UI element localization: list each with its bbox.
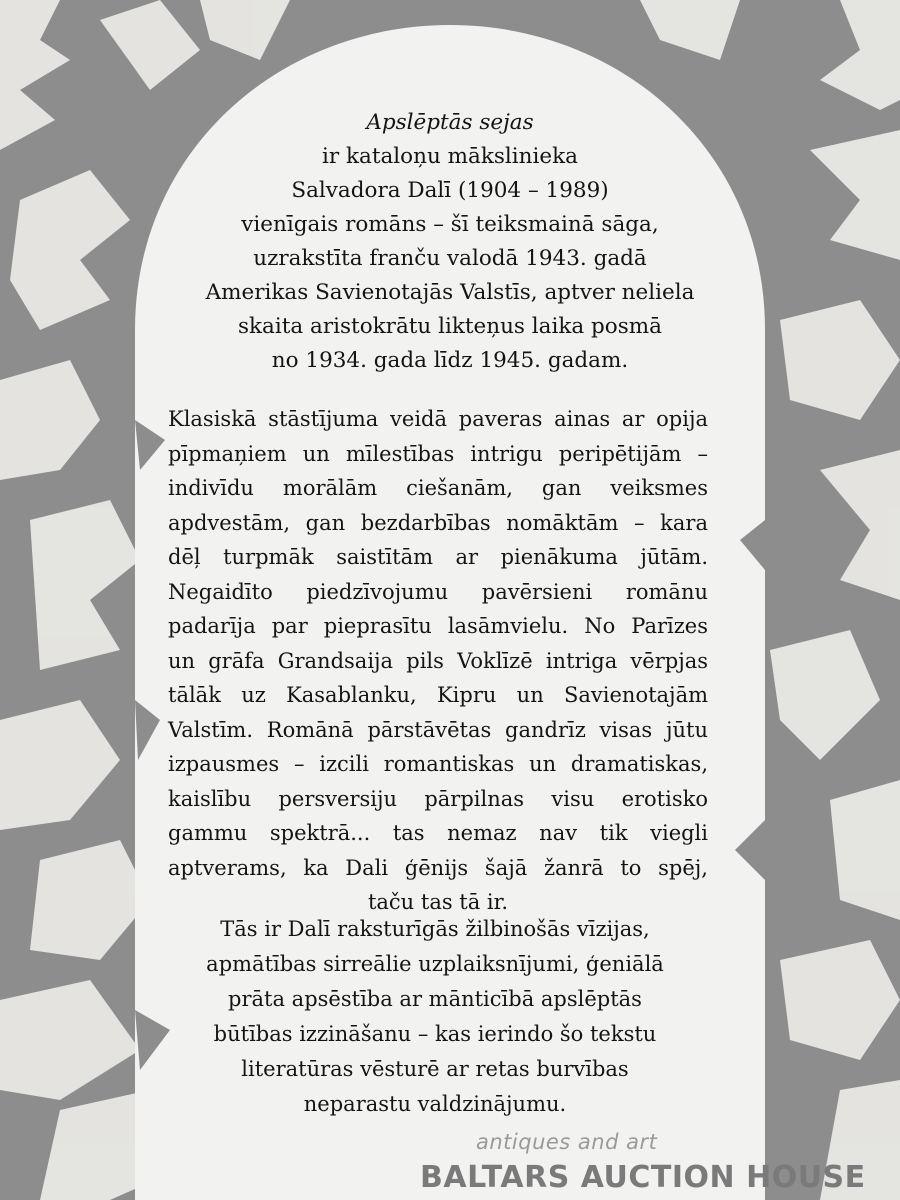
paragraph-line: pīpmaņiem un mīlestības intrigu peripētijām – [168, 441, 708, 466]
watermark-subtitle: antiques and art [476, 1130, 658, 1154]
auction-house-watermark [420, 1130, 866, 1200]
book-title: Apslēptās sejas [366, 110, 534, 135]
intro-line: skaita aristokrātu likteņus laika posmā [238, 314, 662, 339]
paragraph-line: apmātības sirreālie uzplaiksnījumi, ģeniālā [206, 952, 664, 976]
paragraph-line: izpausmes – izcili romantiskas un dramatiskas, [168, 752, 708, 776]
intro-line: Amerikas Savienotajās Valstīs, aptver neliela [205, 280, 695, 305]
intro-line: Salvadora Dalī (1904 – 1989) [291, 178, 609, 203]
paragraph-line: gammu spektrā... tas nemaz nav tik viegli [168, 821, 708, 845]
intro-line: vienīgais romāns – šī teiksmainā sāga, [241, 212, 659, 237]
paragraph-line: literatūras vēsturē ar retas burvības [241, 1057, 629, 1081]
paragraph-line: taču tas tā ir. [367, 890, 509, 914]
paragraph-line: padarīja par pieprasītu lasāmvielu. No Parīzes [168, 614, 708, 638]
intro-paragraph [150, 106, 750, 378]
paragraph-line: Negaidīto piedzīvojumu pavērsieni romānu [168, 579, 708, 604]
intro-line: uzrakstīta franču valodā 1943. gadā [253, 246, 647, 271]
paragraph-line: apdvestām, gan bezdarbības nomāktām – kara [168, 510, 708, 535]
paragraph-line: Tās ir Dalī raksturīgās žilbinošās vīzijas, [220, 917, 650, 941]
paragraph-line: indivīdu morālām ciešanām, gan veiksmes [168, 476, 708, 500]
paragraph-line: Klasiskā stāstījuma veidā paveras ainas ar opija [168, 407, 708, 431]
paragraph-line: neparastu valdzinājumu. [303, 1092, 567, 1116]
paragraph-line: aptverams, ka Dali ģēnijs šajā žanrā to spēj, [168, 855, 708, 880]
watermark-brand: BALTARS AUCTION HOUSE [420, 1160, 866, 1195]
paragraph-line: prāta apsēstība ar mānticībā apslēptās [228, 987, 642, 1011]
description-paragraph [168, 402, 708, 920]
intro-line: no 1934. gada līdz 1945. gadam. [271, 348, 629, 373]
closing-paragraph [200, 912, 670, 1122]
paragraph-line: tālāk uz Kasablanku, Kipru un Savienotajām [168, 683, 708, 707]
intro-line: ir kataloņu mākslinieka [322, 144, 578, 169]
paragraph-line: kaislību persversiju pārpilnas visu erotisko [168, 786, 708, 811]
paragraph-line: un grāfa Grandsaija pils Voklīzē intriga vērpjas [168, 648, 708, 673]
paragraph-line: būtības izzināšanu – kas ierindo šo tekstu [213, 1022, 657, 1046]
paragraph-line: Valstīm. Romānā pārstāvētas gandrīz visas jūtu [168, 717, 708, 742]
paragraph-line: dēļ turpmāk saistītām ar pienākuma jūtām. [168, 545, 708, 569]
